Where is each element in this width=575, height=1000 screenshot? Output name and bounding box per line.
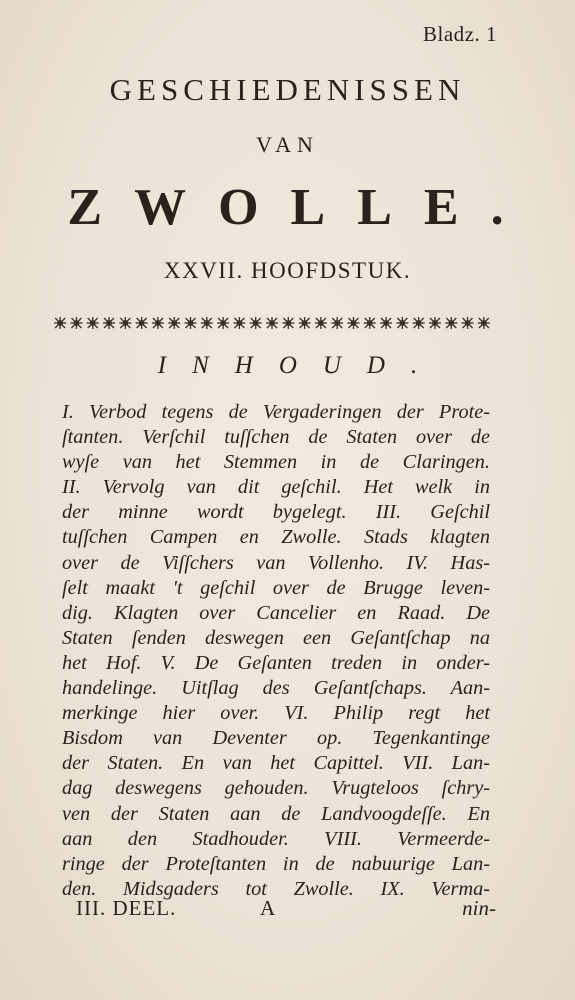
text-line: Staten ſenden deswegen een Geſantſchap na [62,626,490,649]
main-title: GESCHIEDENISSEN [109,72,466,107]
text-line: aan den Stadhouder. VIII. Vermeerde- [62,827,490,850]
text-line: ringe der Proteſtanten in de nabuurige Lan- [62,852,490,875]
text-line: wyſe van het Stemmen in de Claringen. [62,451,490,474]
contents-summary [62,400,490,902]
text-line: dig. Klagten over Cancelier en Raad. De [62,601,490,624]
text-line: ven der Staten aan de Landvoogdeſſe. En [62,802,490,825]
chapter-heading: XXVII. HOOFDSTUK. [163,258,412,283]
ornament-flower [152,317,164,329]
title-van: VAN [256,132,319,157]
text-line: der minne wordt bygelegt. III. Geſchil [62,501,490,524]
ornament-flower [201,317,213,329]
volume-label: III. DEEL. [76,896,177,920]
text-line: tuſſchen Campen en Zwolle. Stads klagten [62,526,490,549]
text-line: merkinge hier over. VI. Philip regt het [62,702,490,725]
ornament-flower [429,317,441,329]
text-line: II. Vervolg van dit geſchil. Het welk in [62,476,490,499]
page-number: Bladz. 1 [423,22,497,46]
ornament-flower [266,317,278,329]
ornament-flower [299,317,311,329]
ornament-flower [250,317,262,329]
ornament-flower [103,317,115,329]
ornament-flower [168,317,180,329]
ornament-flower [233,317,245,329]
ornament-flower [462,317,474,329]
text-line: Bisdom van Deventer op. Tegenkantinge [62,727,490,750]
text-line: ſtanten. Verſchil tuſſchen de Staten over de [62,426,490,449]
ornament-flower [380,317,392,329]
ornament-flower [364,317,376,329]
text-line: handelinge. Uitſlag des Geſantſchaps. Aan- [62,677,490,700]
title-city: ZWOLLE. [67,179,536,236]
ornament-flower [331,317,343,329]
text-line: I. Verbod tegens de Vergaderingen der Prote- [62,401,490,423]
text-line: over de Viſſchers van Vollenho. IV. Has- [62,551,490,574]
ornament-flower [217,317,229,329]
text-line: het Hof. V. De Geſanten treden in onder- [62,651,490,674]
ornament-flower [445,317,457,329]
ornament-divider [52,312,492,334]
ornament-flower [315,317,327,329]
ornament-flower [282,317,294,329]
page-footer [76,896,496,926]
text-line: der Staten. En van het Capittel. VII. Lan- [62,752,490,775]
signature-mark: A [260,896,276,920]
ornament-flower [119,317,131,329]
ornament-flower [347,317,359,329]
ornament-flower [185,317,197,329]
ornament-flower [136,317,148,329]
text-line: dag deswegens gehouden. Vrugteloos ſchry- [62,777,490,800]
ornament-flower [87,317,99,329]
ornament-flower [396,317,408,329]
inhoud-heading: INHOUD. [157,352,444,379]
text-line: ſelt maakt 't geſchil over de Brugge leven- [62,576,490,599]
ornament-flower [54,317,66,329]
ornament-flower [413,317,425,329]
catchword: nin- [462,896,496,920]
text-line: den. Midsgaders tot Zwolle. IX. Verma- [62,877,490,900]
ornament-flower [70,317,82,329]
ornament-flower [478,317,490,329]
